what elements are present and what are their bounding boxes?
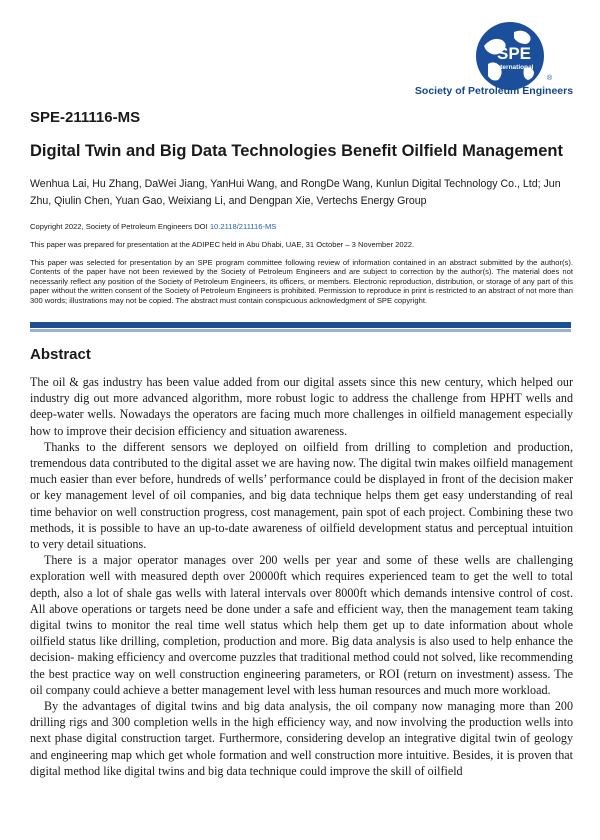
authors: Wenhua Lai, Hu Zhang, DaWei Jiang, YanHui Wang, and RongDe Wang, Kunlun Digital Technology Co., Ltd; Jun Zhu, Qiulin Chen, Yuan Gao, Weixiang Li, and Dengpan Xie, Vertechs Energy Group [30,178,561,207]
review-disclaimer: This paper was selected for presentation by an SPE program committee following review of information contained in an abstract submitted by the author(s). Contents of the paper have not been reviewed by the Society of Petroleum Engineers and are subject to correction by the author(s). The material does not necessarily reflect any position of the Society of Petroleum Engineers, its officers, or members. Electronic reproduction, distribution, or storage of any part of this paper without the written consent of the Society of Petroleum Engineers is prohibited. Permission to reproduce in print is restricted to an abstract of not more than 300 words; illustrations may not be copied. The abstract must contain conspicuous acknowledgment of SPE copyright. [30,258,573,305]
copyright-line [30,222,573,231]
copyright-text: Copyright 2022, Society of Petroleum Engineers DOI [30,222,210,231]
divider-bar [30,322,571,328]
society-name: Society of Petroleum Engineers [414,85,574,97]
abstract-paragraph: Thanks to the different sensors we deployed on oilfield from drilling to completion and production, tremendous data contributed to the digital asset we are having now. The digital twin makes oilfield management much easier than ever before, hundreds of wells’ performance could be displayed in front of the decision maker or key management level of oil companies, and big data technique helps them get easy understanding of real time behavior on well construction progress, cost management, pain spot of each project. Combining these two methods, it is possible to have an up-to-date awareness of oilfield development status and perceptual intuition to very detail situations. [30,439,573,552]
abstract-paragraph: By the advantages of digital twins and big data analysis, the oil company now managing more than 200 drilling rigs and 300 completion wells in the high efficiency way, and now involving the production wells into next phase digital construction target. Furthermore, considering develop an integrative digital twin of geology and engineering map which get whole formation and well construction more intuitive. Besides, it is proven that digital method like digital twins and big data technique could improve the skill of oilfield [30,699,573,778]
paper-number: SPE-211116-MS [30,109,141,126]
divider-bar-light [30,329,571,332]
abstract-paragraph: There is a major operator manages over 200 wells per year and some of these wells are challenging exploration well with measured depth over 20000ft which requires experienced team to get the well to total depth, also a lot of shale gas wells with lateral intervals over 8000ft which demands intensive control of cost. All above operations or targets need be done under a safe and efficient way, then the management team taking digital twins to monitor the real time well status which help them get up to date information about whole oilfield status like drilling, completion, production and more. Big data analysis is also used to help enhance the decision- making efficiency and overcome puzzles that traditional method could not solved, like recommending the best practice way on well construction engineering parameters, or ROI (return on investment) assess. The oil company could achieve a better management level with less human resources and much more workload. [30,553,573,697]
presentation-note: This paper was prepared for presentation at the ADIPEC held in Abu Dhabi, UAE, 31 October – 3 November 2022. [30,240,415,249]
logo-wordmark: SPE [496,44,532,63]
logo-registered-mark: ® [547,75,553,82]
logo-subtitle: International [494,64,534,71]
abstract-paragraph: The oil & gas industry has been value added from our digital assets since this new century, which helped our industry dig out more advanced algorithm, more robust logic to address the challenge from HPHT wells and deep-water wells. Nowadays the operators are facing much more challenges in oilfield management especially how to improve their decision efficiency and situation awareness. [30,375,573,438]
abstract-heading: Abstract [30,346,91,363]
doi-link[interactable]: 10.2118/211116-MS [209,222,277,231]
paper-title: Digital Twin and Big Data Technologies Benefit Oilfield Management [30,142,563,160]
abstract-body [30,374,573,779]
